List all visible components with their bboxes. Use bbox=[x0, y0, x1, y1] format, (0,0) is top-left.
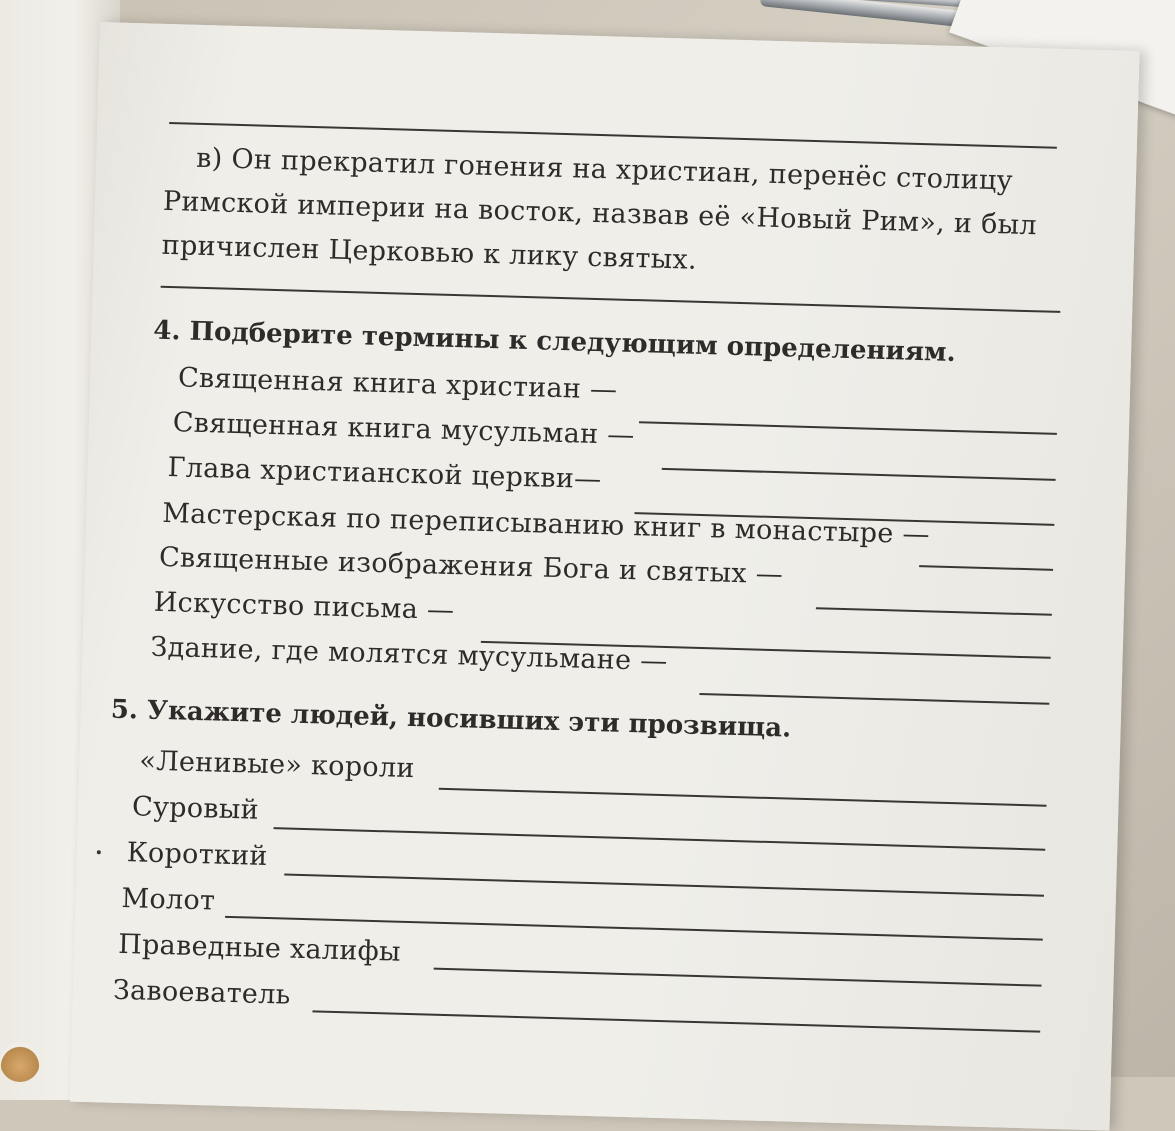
definition-item: Священная книга христиан — bbox=[177, 362, 618, 406]
answer-line bbox=[161, 286, 1061, 313]
answer-line[interactable] bbox=[434, 968, 1042, 987]
answer-line[interactable] bbox=[639, 421, 1057, 435]
answer-line[interactable] bbox=[699, 693, 1049, 705]
nickname-item: Суровый bbox=[131, 791, 260, 826]
definition-item: Искусство письма — bbox=[153, 586, 455, 627]
definition-item: Здание, где молятся мусульмане — bbox=[150, 631, 668, 678]
nickname-item: «Ленивые» короли bbox=[138, 745, 416, 785]
answer-line[interactable] bbox=[439, 788, 1047, 807]
page-content bbox=[70, 22, 1140, 1131]
definition-item: Глава христианской церкви— bbox=[167, 452, 602, 496]
nickname-item: Короткий bbox=[126, 837, 269, 873]
answer-line[interactable] bbox=[312, 1010, 1040, 1032]
definition-item: Священная книга мусульман — bbox=[172, 407, 635, 452]
workbook-page bbox=[70, 22, 1140, 1131]
section-v-line: Римской империи на восток, назвав её «Новый Рим», и был bbox=[162, 185, 1038, 242]
answer-line[interactable] bbox=[816, 607, 1052, 616]
nickname-item: Праведные халифы bbox=[117, 928, 402, 968]
bullet-mark bbox=[97, 850, 101, 854]
answer-line[interactable] bbox=[662, 468, 1056, 481]
task-4-heading: 4. Подберите термины к следующим определениям. bbox=[152, 315, 957, 369]
answer-line[interactable] bbox=[919, 565, 1053, 571]
answer-line[interactable] bbox=[284, 873, 1044, 896]
section-v-line: причислен Церковью к лику святых. bbox=[161, 229, 698, 276]
definition-item: Священные изображения Бога и святых — bbox=[158, 541, 784, 591]
definition-item: Мастерская по переписыванию книг в монастыре — bbox=[161, 497, 931, 551]
nickname-item: Завоеватель bbox=[112, 974, 292, 1011]
answer-line[interactable] bbox=[274, 827, 1046, 851]
task-5-heading: 5. Укажите людей, носивших эти прозвища. bbox=[110, 694, 792, 744]
nickname-item: Молот bbox=[121, 882, 216, 917]
section-v-line: в) Он прекратил гонения на христиан, перенёс столицу bbox=[195, 142, 1014, 197]
section-icon bbox=[0, 1042, 40, 1082]
